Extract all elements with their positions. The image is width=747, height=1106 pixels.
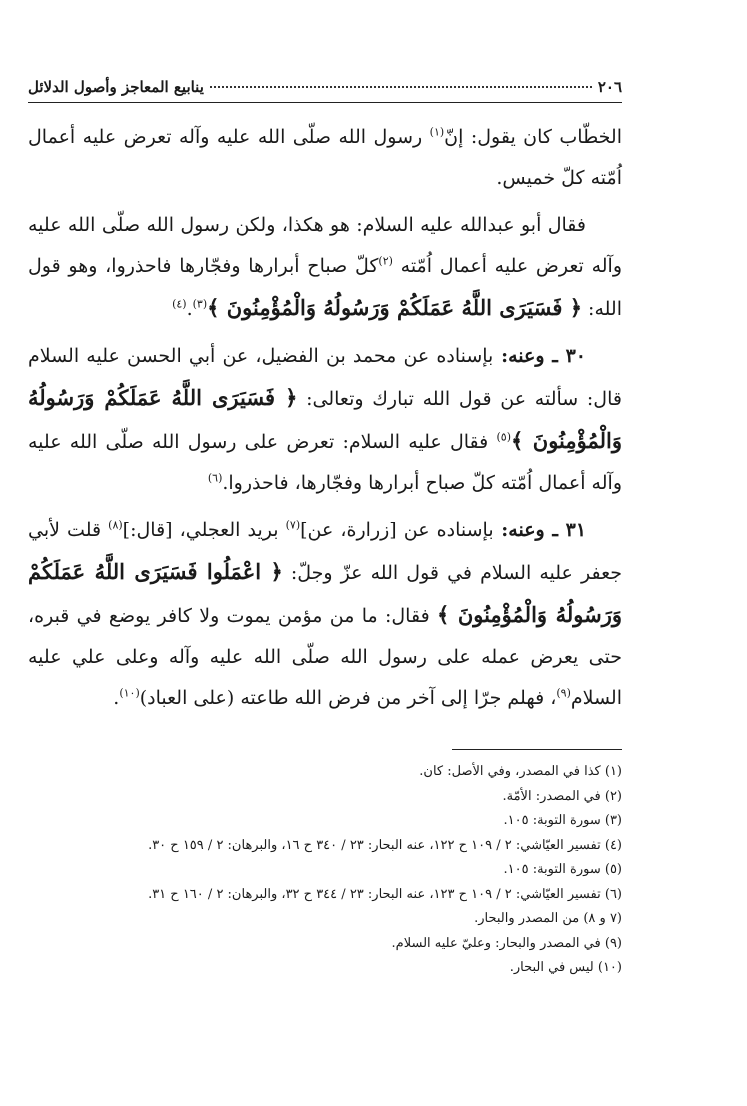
footnote-4: (٤) تفسير العيّاشي: ٢ / ١٠٩ ح ١٢٢، عنه البحار: ٢٣ / ٣٤٠ ح ١٦، والبرهان: ٢ / ١٥٩ ح ٣٠.: [148, 837, 622, 853]
footnotes: [28, 760, 622, 981]
paragraph-text: رسول الله صلّى الله عليه وآله تعرض عليه أعمال اُمّته كلّ خميس.: [28, 126, 622, 189]
paragraph-text: فقال عليه السلام: تعرض على رسول الله صلّى الله عليه وآله أعمال اُمّته كلّ صباح أبرارها وفجّارها، فاحذروا.: [28, 431, 622, 494]
paragraph-4: [28, 510, 622, 719]
footnote-3: (٣) سورة التوبة: ١٠٥.: [503, 813, 622, 828]
footnote-10: (١٠) ليس في البحار.: [509, 960, 622, 975]
footnote-divider: [452, 749, 622, 750]
footnote-5: (٥) سورة التوبة: ١٠٥.: [503, 862, 622, 877]
footnote-ref[interactable]: (٣): [192, 297, 208, 311]
paragraph-text: .: [113, 687, 120, 709]
footnote-ref[interactable]: (٥): [496, 430, 511, 444]
running-title: ينابيع المعاجز وأصول الدلائل: [28, 78, 204, 96]
footnote-ref[interactable]: (١٠): [119, 686, 140, 700]
footnote-6: (٦) تفسير العيّاشي: ٢ / ١٠٩ ح ١٢٣، عنه البحار: ٢٣ / ٣٤٤ ح ٣٢، والبرهان: ٢ / ١٦٠ ح ٣١.: [148, 886, 622, 902]
footnote-ref[interactable]: (٤): [172, 297, 187, 311]
footnote-2: (٢) في المصدر: الأمّة.: [502, 788, 622, 804]
paragraph-1: [28, 117, 622, 199]
paragraph-text: بإسناده عن [زرارة، عن]: [300, 519, 494, 541]
footnote-ref[interactable]: (٩): [556, 686, 571, 700]
page-number: ٢٠٦: [597, 78, 622, 96]
paragraph-text: الخطّاب كان يقول: إنّ: [444, 126, 623, 148]
running-header: [28, 78, 622, 103]
hadith-number: ٣١ ـ وعنه:: [493, 519, 587, 541]
quran-verse: ﴿ فَسَيَرَى اللَّهُ عَمَلَكُمْ وَرَسُولُهُ وَالْمُؤْمِنُونَ ﴾: [207, 295, 582, 320]
header-leader-dots: [210, 86, 592, 88]
paragraph-text: ، فهلم جرّا إلى آخر من فرض الله طاعته (على العباد): [139, 687, 557, 709]
hadith-number: ٣٠ ـ وعنه:: [493, 345, 586, 367]
paragraph-text: بإسناده عن محمد بن الفضيل، عن أبي الحسن عليه السلام قال: سألته عن قول الله تبارك وتعالى:: [28, 345, 622, 410]
quran-verse: ﴿ اعْمَلُوا فَسَيَرَى اللَّهُ عَمَلَكُمْ وَرَسُولُهُ وَالْمُؤْمِنُونَ ﴾: [28, 559, 622, 627]
paragraph-text: .: [186, 298, 193, 320]
footnote-ref[interactable]: (٧): [285, 518, 301, 532]
footnote-7-8: (٧ و ٨) من المصدر والبحار.: [474, 911, 622, 926]
paragraph-text: فقال أبو عبدالله عليه السلام: هو هكذا، ولكن رسول الله صلّى الله عليه وآله تعرض عليه أعمال اُمّته: [28, 214, 622, 277]
paragraph-2: [28, 205, 622, 330]
paragraph-text: كلّ صباح أبرارها وفجّارها فاحذروا، وهو قول الله:: [28, 255, 622, 320]
quran-verse: ﴿ فَسَيَرَى اللَّهُ عَمَلَكُمْ وَرَسُولُهُ وَالْمُؤْمِنُونَ ﴾: [28, 385, 622, 453]
footnote-1: (١) كذا في المصدر، وفي الأصل: كان.: [419, 764, 622, 779]
paragraph-text: بريد العجلي، [قال:]: [122, 519, 286, 541]
footnote-ref[interactable]: (١): [429, 125, 445, 139]
paragraph-3: [28, 336, 622, 504]
footnote-ref[interactable]: (٦): [207, 471, 223, 485]
paragraph-text: فقال: ما من مؤمن يموت ولا كافر يوضع في قبره، حتى يعرض عمله على رسول الله صلّى الله عليه وآله وعلى علي عليه السلام: [28, 605, 622, 709]
footnote-ref[interactable]: (٢): [378, 254, 393, 268]
book-page: [28, 78, 622, 981]
footnote-9: (٩) في المصدر والبحار: وعليّ عليه السلام.: [391, 935, 622, 951]
paragraph-text: قلت لأبي جعفر عليه السلام في قول الله عزّ وجلّ:: [28, 519, 622, 584]
footnote-ref[interactable]: (٨): [108, 518, 123, 532]
